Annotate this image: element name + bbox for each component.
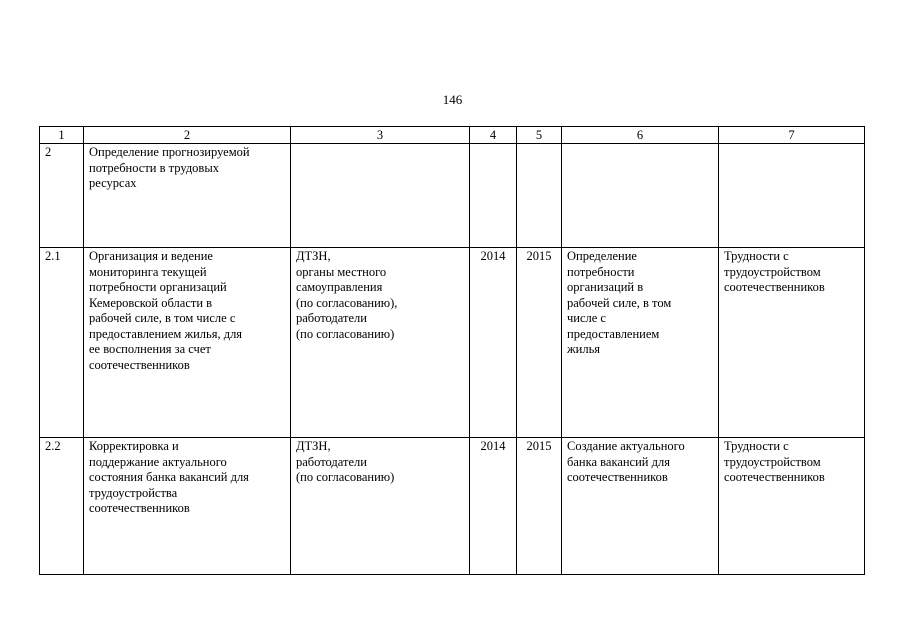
risk-line: трудоустройством	[724, 454, 821, 469]
executor-line: (по согласованию)	[296, 326, 395, 341]
result-line: банка вакансий для	[567, 454, 670, 469]
activity-cell	[84, 438, 291, 575]
activity-line: ресурсах	[89, 176, 137, 190]
executors-cell	[291, 438, 470, 575]
activity-line: Кемеровской области в	[89, 295, 213, 310]
page-number: 146	[442, 92, 463, 107]
result-line: предоставлением	[567, 326, 660, 341]
end-year-cell: 2015	[517, 248, 562, 438]
result-cell	[562, 438, 719, 575]
result-cell	[562, 144, 719, 248]
result-line: соотечественников	[567, 470, 668, 484]
header-cell-3: 3	[291, 127, 470, 144]
start-year-cell	[470, 144, 517, 248]
executor-line: (по согласованию)	[296, 470, 395, 484]
risk-line: Трудности с	[724, 439, 789, 453]
end-year-cell	[517, 144, 562, 248]
header-cell-1: 1	[40, 127, 84, 144]
header-cell-7: 7	[719, 127, 865, 144]
activity-line: соотечественников	[89, 501, 190, 515]
result-line: Определение	[567, 249, 637, 263]
executor-line: органы местного	[296, 264, 387, 279]
risk-line: соотечественников	[724, 280, 825, 294]
risks-cell	[719, 144, 865, 248]
plan-table	[39, 126, 865, 575]
result-line: потребности	[567, 264, 635, 279]
header-row	[40, 127, 865, 144]
header-cell-5: 5	[517, 127, 562, 144]
activity-line: состояния банка вакансий для	[89, 470, 249, 484]
header-cell-2: 2	[84, 127, 291, 144]
header-cell-4: 4	[470, 127, 517, 144]
activity-cell	[84, 144, 291, 248]
executors-cell	[291, 144, 470, 248]
activity-line: Организация и ведение	[89, 249, 213, 263]
activity-line: Корректировка и	[89, 439, 179, 453]
header-cell-6: 6	[562, 127, 719, 144]
activity-line: соотечественников	[89, 357, 190, 372]
risk-line: Трудности с	[724, 249, 789, 263]
executor-line: ДТЗН,	[296, 439, 331, 453]
activity-line: рабочей силе, в том числе с	[89, 311, 236, 325]
risk-line: трудоустройством	[724, 264, 821, 279]
result-line: организаций в	[567, 280, 644, 294]
activity-line: предоставлением жилья, для	[89, 326, 243, 341]
row-number: 2	[40, 144, 84, 248]
executor-line: ДТЗН,	[296, 249, 331, 263]
result-cell	[562, 248, 719, 438]
risk-line: соотечественников	[724, 470, 825, 484]
start-year-cell: 2014	[470, 438, 517, 575]
activity-line: ее восполнения за счет	[89, 342, 211, 356]
activity-line: потребности организаций	[89, 280, 227, 294]
row-number: 2.2	[40, 438, 84, 575]
executor-line: работодатели	[296, 311, 367, 325]
table-row	[40, 438, 865, 575]
executor-line: (по согласованию),	[296, 295, 398, 310]
result-line: Создание актуального	[567, 439, 685, 453]
table-row	[40, 144, 865, 248]
risks-cell	[719, 438, 865, 575]
activity-line: потребности в трудовых	[89, 160, 219, 175]
executors-cell	[291, 248, 470, 438]
risks-cell	[719, 248, 865, 438]
executor-line: работодатели	[296, 454, 367, 469]
result-line: числе с	[567, 311, 606, 325]
activity-line: мониторинга текущей	[89, 264, 207, 279]
activity-line: поддержание актуального	[89, 454, 227, 469]
executor-line: самоуправления	[296, 280, 383, 294]
end-year-cell: 2015	[517, 438, 562, 575]
result-line: жилья	[567, 342, 601, 356]
activity-line: Определение прогнозируемой	[89, 145, 250, 159]
activity-cell	[84, 248, 291, 438]
start-year-cell: 2014	[470, 248, 517, 438]
activity-line: трудоустройства	[89, 485, 178, 500]
result-line: рабочей силе, в том	[567, 295, 672, 310]
table-row	[40, 248, 865, 438]
row-number: 2.1	[40, 248, 84, 438]
